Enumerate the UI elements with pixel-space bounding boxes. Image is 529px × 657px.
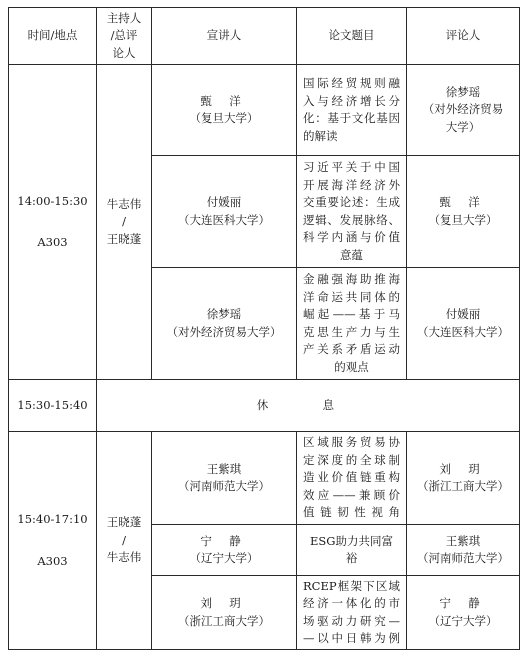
paper-title-line: 逻辑、发展脉络、 xyxy=(303,212,400,227)
speaker-cell xyxy=(152,525,297,576)
paper-title-line: 场驱动力研究— xyxy=(303,613,400,628)
session2-host-b: 牛志伟 xyxy=(106,550,142,565)
break-label-cell xyxy=(97,380,520,432)
commentator-affiliation: （浙江工商大学） xyxy=(417,479,509,493)
commentator-name: 王紫琪 xyxy=(445,533,481,548)
paper-title-line: 区域服务贸易协 xyxy=(303,435,400,450)
header-host-line1: 主持人 xyxy=(106,10,142,25)
paper-title-line: —以中日韩为例 xyxy=(303,631,400,645)
paper-title-line: 定深度的全球制 xyxy=(303,452,400,467)
speaker-cell xyxy=(152,576,297,650)
session1-room: A303 xyxy=(37,235,68,249)
session1-time: 14:00-15:30 xyxy=(17,193,88,208)
session1-time-place xyxy=(9,65,97,380)
paper-title-line: 效应——兼顾价 xyxy=(303,487,400,502)
commentator-affiliation: 大学） xyxy=(445,119,481,134)
paper-title-cell xyxy=(297,268,407,380)
session2-time-place xyxy=(9,432,97,650)
speaker-cell xyxy=(152,268,297,380)
speaker-cell xyxy=(152,156,297,268)
speaker-cell xyxy=(152,65,297,156)
speaker-affiliation: （辽宁大学） xyxy=(189,551,259,565)
speaker-affiliation: （河南师范大学） xyxy=(178,479,270,493)
speaker-affiliation: （复旦大学） xyxy=(189,111,259,125)
session1-host xyxy=(97,65,152,380)
paper-title-line: 意蕴 xyxy=(340,247,363,262)
paper-title-line: ESG助力共同富 xyxy=(310,533,393,548)
paper-title-line: 崛起——基于马 xyxy=(303,307,400,321)
paper-title-line: 的解读 xyxy=(303,128,338,143)
break-time: 15:30-15:40 xyxy=(9,380,97,432)
paper-title-line: 的观点 xyxy=(334,359,369,374)
session2-host xyxy=(97,432,152,650)
paper-title-cell xyxy=(297,525,407,576)
commentator-affiliation: （河南师范大学） xyxy=(417,551,509,565)
paper-title-line: 裕 xyxy=(345,551,358,565)
paper-title-line: 产关系矛盾运动 xyxy=(303,342,400,356)
commentator-affiliation: （辽宁大学） xyxy=(428,613,498,628)
break-label: 休 息 xyxy=(256,397,360,412)
commentator-name: 宁 静 xyxy=(439,596,487,610)
paper-title-cell xyxy=(297,432,407,525)
session2-host-a: 王晓蓬 xyxy=(106,515,142,530)
session1-host-a: 牛志伟 xyxy=(106,196,142,211)
header-host-line2: /总评 xyxy=(110,28,138,43)
paper-title-line: 洋命运共同体的 xyxy=(303,289,400,304)
header-paper-title: 论文题目 xyxy=(297,8,407,65)
paper-title-line: 开展海洋经济外 xyxy=(303,177,400,192)
paper-title-cell xyxy=(297,576,407,650)
commentator-cell xyxy=(407,525,520,576)
commentator-affiliation: （复旦大学） xyxy=(428,212,498,227)
speaker-affiliation: （浙江工商大学） xyxy=(178,613,270,628)
break-row xyxy=(9,380,520,432)
speaker-name: 徐梦瑶 xyxy=(206,307,242,321)
paper-title-line: 造业价值链重构 xyxy=(303,470,400,485)
paper-title-line: 科学内涵与价值 xyxy=(303,230,400,244)
commentator-name: 徐梦瑶 xyxy=(445,84,481,99)
paper-title-line: 经济一体化的市 xyxy=(303,596,400,610)
session1-host-b: 王晓蓬 xyxy=(106,231,142,246)
schedule-table xyxy=(8,7,520,650)
speaker-affiliation: （大连医科大学） xyxy=(178,212,270,227)
speaker-name: 刘 玥 xyxy=(200,596,248,610)
paper-title-line: RCEP框架下区域 xyxy=(303,578,400,593)
header-speaker: 宣讲人 xyxy=(152,8,297,65)
commentator-name: 付媛丽 xyxy=(445,307,481,321)
speaker-name: 宁 静 xyxy=(200,533,248,548)
commentator-cell xyxy=(407,432,520,525)
paper-title-line: 值链韧性视角 xyxy=(303,505,400,520)
paper-title-line: 金融强海助推海 xyxy=(303,272,400,286)
paper-title-line: 克思生产力与生 xyxy=(303,324,400,339)
session2-room: A303 xyxy=(37,553,68,568)
commentator-affiliation: （对外经济贸易 xyxy=(422,102,504,117)
speaker-affiliation: （对外经济贸易大学） xyxy=(166,324,282,339)
speaker-name: 王紫琪 xyxy=(206,461,242,476)
paper-title-line: 化：基于文化基因 xyxy=(303,111,400,125)
header-row xyxy=(9,8,520,65)
commentator-name: 甄 洋 xyxy=(439,195,487,209)
commentator-cell xyxy=(407,156,520,268)
paper-title-cell xyxy=(297,65,407,156)
header-host xyxy=(97,8,152,65)
table-row xyxy=(9,65,520,156)
paper-title-line: 习近平关于中国 xyxy=(303,160,400,174)
commentator-cell xyxy=(407,576,520,650)
session2-time: 15:40-17:10 xyxy=(17,512,88,526)
table-row xyxy=(9,432,520,525)
commentator-name: 刘 玥 xyxy=(439,461,487,476)
speaker-cell xyxy=(152,432,297,525)
paper-title-line: 国际经贸规则融 xyxy=(303,76,400,90)
paper-title-line: 交重要论述：生成 xyxy=(303,195,400,209)
speaker-name: 付媛丽 xyxy=(206,195,242,209)
header-host-line3: 论人 xyxy=(112,45,136,60)
session1-host-sep: / xyxy=(122,214,126,229)
paper-title-cell xyxy=(297,156,407,268)
header-time-place: 时间/地点 xyxy=(9,8,97,65)
commentator-cell xyxy=(407,65,520,156)
header-commentator: 评论人 xyxy=(407,8,520,65)
commentator-cell xyxy=(407,268,520,380)
paper-title-line: 入与经济增长分 xyxy=(303,93,400,108)
session2-host-sep: / xyxy=(122,532,126,547)
speaker-name: 甄 洋 xyxy=(200,93,248,108)
commentator-affiliation: （大连医科大学） xyxy=(417,324,509,339)
